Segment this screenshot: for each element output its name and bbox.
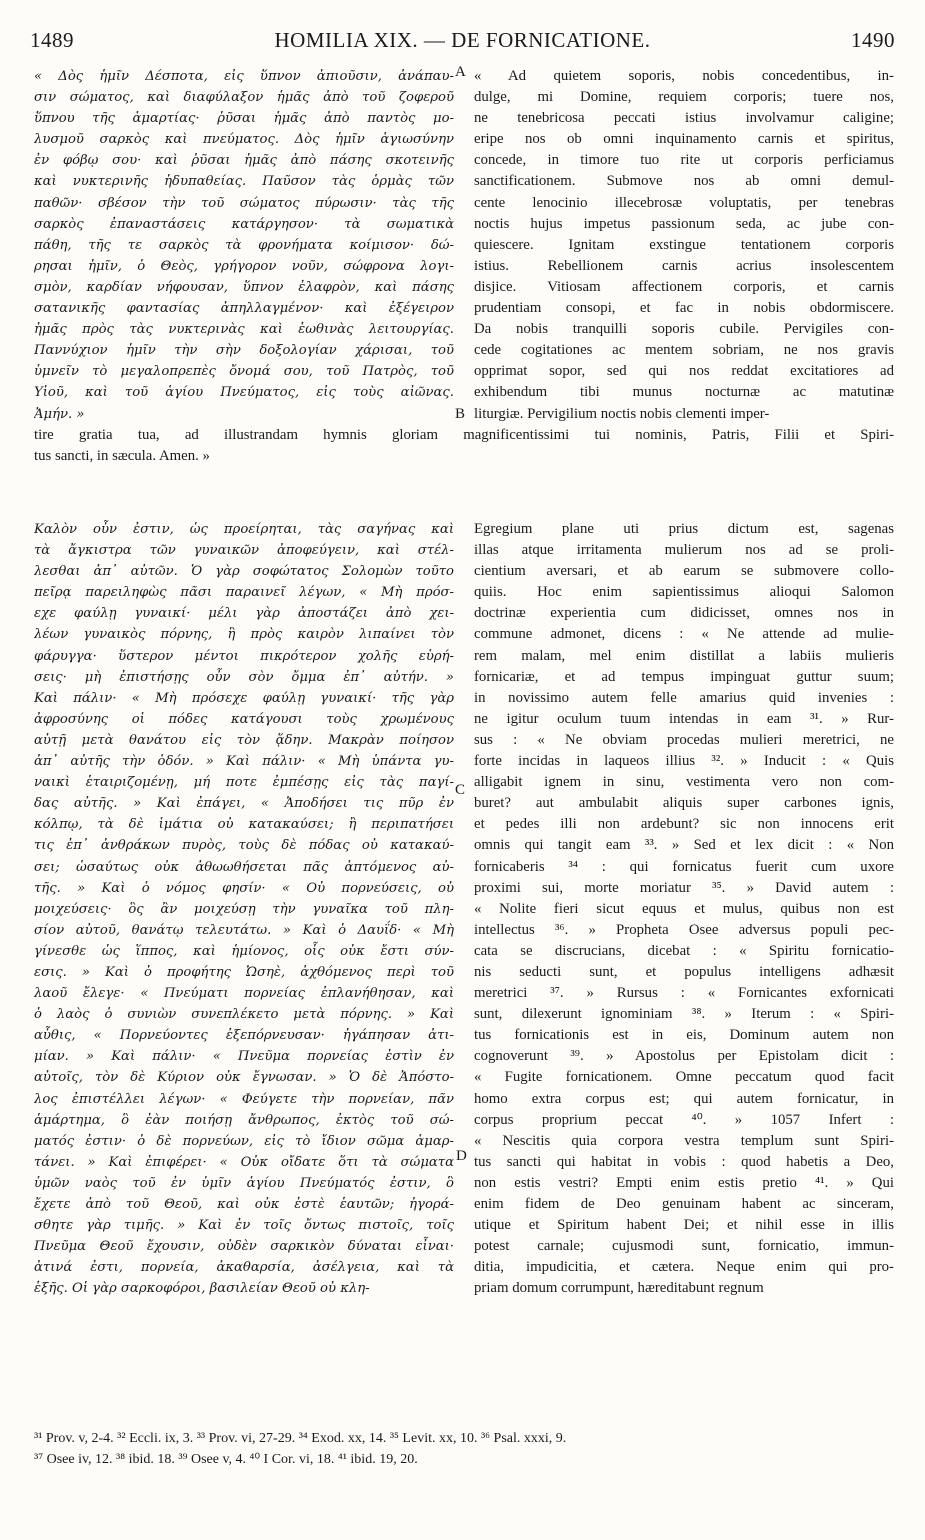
greek-line: ὁ λαὸς ὁ συνιὼν συνεπλέκετο μετὰ πόρνης. » Καὶ — [34, 1007, 454, 1023]
latin-line: priam domum corrumpunt, hæreditabunt regnum — [474, 1280, 764, 1297]
greek-line: ματός ἐστιν· ὁ δὲ πορνεύων, εἰς τὸ ἴδιον σῶμα ἁμαρ- — [34, 1133, 454, 1149]
latin-line: « Ad quietem soporis, nobis concedentibus, in- — [474, 68, 894, 84]
greek-line: λαοῦ ἔλεγε· « Πνεύματι πορνείας ἐπλανήθησαν, καὶ — [34, 986, 454, 1002]
section-marker-c: C — [455, 782, 466, 798]
greek-line: κόλπῳ, τὰ δὲ ἱμάτια οὐ κατακαύσει; ἢ περιπατήσει — [34, 817, 454, 833]
greek-line: αὐτοῖς, τὸν δὲ Κύριον οὐκ ἔγνωσαν. » Ὁ δὲ Ἀπόστο- — [34, 1070, 454, 1086]
latin-main-column — [474, 519, 894, 1299]
greek-line: Καλὸν οὖν ἐστιν, ὡς προείρηται, τὰς σαγήνας καὶ — [34, 522, 454, 537]
footnotes — [34, 1428, 895, 1470]
latin-line: tus sancti qui habitat in vobis : quod habetis a Deo, — [474, 1153, 894, 1170]
latin-line: ne igitur oculum tuum intendas in eam ³¹. » Rur- — [474, 710, 894, 727]
latin-line: concede, in timore tuo rite ut corporis perficiamus — [474, 152, 894, 169]
greek-line: ἀφροσύνης οἱ πόδες κατάγουσι τοὺς χρωμένους — [34, 711, 454, 727]
greek-line: σει; ὡσαύτως οὐκ ἀθωωθήσεται πᾶς ἁπτόμενος αὐ- — [34, 859, 454, 875]
greek-line: « Δὸς ἡμῖν Δέσποτα, εἰς ὕπνον ἀπιοῦσιν, ἀνάπαυ- — [34, 69, 454, 84]
greek-line: ὑμῶν ναὸς τοῦ ἐν ὑμῖν ἁγίου Πνεύματός ἐστιν, ὃ — [34, 1175, 454, 1191]
greek-line: λέων γυναικὸς πόρνης, ἣ πρὸς καιρὸν λιπαίνει τὸν — [34, 627, 454, 643]
latin-line: homo extra corpus est; qui autem fornicatur, in — [474, 1090, 894, 1107]
latin-line: cognoverunt ³⁹. » Apostolus per Epistolam dicit : — [474, 1048, 894, 1065]
latin-line: cede cogitationes ac mentem sobriam, ne nos gravis — [474, 342, 894, 359]
greek-line: αὖθις, « Πορνεύοντες ἐξεπόρνευσαν· ἠγάπησαν ἀτι- — [34, 1028, 454, 1044]
footnote-line: ³¹ Prov. v, 2-4. ³² Eccli. ix, 3. ³³ Prov. vi, 27-29. ³⁴ Exod. xx, 14. ³⁵ Levit. xx, 10. ³⁶ Psal. xxxi, 9. — [34, 1431, 567, 1446]
greek-line: Υἱοῦ, καὶ τοῦ ἁγίου Πνεύματος, εἰς τοὺς αἰῶνας. — [34, 385, 454, 401]
latin-line: opprimat sopor, sed qui nos reddat excitatiores ad — [474, 363, 894, 380]
latin-line: cientium aversari, et ab earum se submovere collo- — [474, 563, 894, 580]
latin-line: Egregium plane uti prius dictum est, sagenas — [474, 521, 894, 537]
latin-line: eripe nos ob omni inquinamento carnis et spiritus, — [474, 131, 894, 148]
latin-line: dulge, mi Domine, requiem corporis; tuere nos, — [474, 89, 894, 106]
latin-line: enim fidem de Deo genuinam habent ac sinceram, — [474, 1196, 894, 1212]
latin-line: sunt, dilexerunt ignominiam ³⁸. » Iterum : « Spiri- — [474, 1006, 894, 1023]
latin-line: tire gratia tua, ad illustrandam hymnis gloriam magnificentissimi tui nominis, Patris, Filii et Spiri- — [34, 427, 894, 443]
latin-line: in novissimo autem felle amarius quid invenies : — [474, 689, 894, 706]
latin-line: istius. Rebellionem carnis acrius insolescentem — [474, 257, 894, 274]
greek-line: σατανικῆς φαντασίας ἀπηλλαγμένον· καὶ ἐξέγειρον — [34, 301, 454, 317]
greek-line: Ἀμήν. » — [34, 406, 85, 422]
greek-line: ἔχετε ἀπὸ τοῦ Θεοῦ, καὶ οὐκ ἐστὲ ἑαυτῶν; ἠγορά- — [34, 1197, 454, 1212]
latin-line: doctrinæ experientia cum didicisset, omnes nos in — [474, 605, 894, 622]
latin-line: liturgiæ. Pervigilium noctis nobis clementi imper- — [474, 405, 770, 422]
latin-line: nis seducti sunt, et populus intelligens adhæsit — [474, 963, 894, 980]
latin-line: noctis hujus impetus passionum seda, ac jube con- — [474, 215, 894, 232]
latin-line: tus sancti, in sæcula. Amen. » — [34, 448, 210, 465]
latin-line: ne tenebricosa peccati istius involvamur caligine; — [474, 110, 894, 127]
greek-line: λεσθαι ἀπ᾽ αὐτῶν. Ὁ γὰρ σοφώτατος Σολομὼν τοῦτο — [34, 564, 454, 580]
latin-line: cata se discrucians, dicebat : « Spiritu fornicatio- — [474, 942, 894, 959]
greek-line: γίνεσθε ὡς ἵππος, καὶ ἡμίονος, οἷς οὐκ ἔστι σύν- — [34, 943, 454, 959]
greek-line: εχε φαύλῃ γυναικί· μέλι γὰρ ἀποστάζει ἀπὸ χει- — [34, 606, 454, 622]
greek-line: ἀπ᾽ αὐτῆς τὴν ὁδόν. » Καὶ πάλιν· « Μὴ ὑπάντα γυ- — [34, 754, 454, 770]
latin-line: cente lenocinio illecebrosæ voluptatis, per tenebras — [474, 194, 894, 211]
spanning-latin-lines — [34, 425, 894, 467]
section-marker-d: D — [456, 1148, 467, 1164]
greek-line: πάθη, τῆς τε σαρκὸς τὰ φρονήματα κοίμισον· δώ- — [34, 237, 454, 253]
latin-line: omnis qui tangit eam ³³. » Sed et lex dicit : « Non — [474, 837, 894, 854]
latin-line: intellectus ³⁶. » Propheta Osee adversus populi pec- — [474, 921, 894, 938]
greek-line: σμὸν, καρδίαν νήφουσαν, ὕπνον ἐλαφρὸν, καὶ πάσης — [34, 279, 454, 295]
latin-line: Da nobis tranquilli soporis cubile. Pervigiles con- — [474, 321, 894, 338]
latin-line: rem malam, mel enim distillat a labiis mulieris — [474, 647, 894, 664]
greek-line: τῆς. » Καὶ ὁ νόμος φησίν· « Οὐ πορνεύσεις, οὐ — [34, 880, 454, 896]
latin-line: tus fornicationis est in eis, Dominum autem non — [474, 1027, 894, 1044]
latin-line: fornicariæ, et ad tempus impinguat guttur suum; — [474, 668, 894, 685]
greek-line: σεις· μὴ ἐπιστήσῃς οὖν σὸν ὄμμα ἐπ᾽ αὐτήν. » — [34, 669, 454, 685]
latin-line: illas atque irritamenta mulierum nos ad se proli- — [474, 542, 894, 559]
latin-line: sus : « Ne obviam procedas mulieri meretrici, ne — [474, 731, 894, 748]
latin-line: « Nolite fieri sicut equus et mulus, quibus non est — [474, 900, 894, 917]
latin-line: quiescere. Ignitam exstingue tentationem corporis — [474, 236, 894, 253]
latin-line: « Nescitis quia corpora vestra templum sunt Spiri- — [474, 1132, 894, 1149]
page-header — [30, 28, 895, 56]
greek-line: λυσμοῦ σαρκὸς καὶ πνεύματος. Δὸς ἡμῖν ἁγιωσύνην — [34, 132, 454, 148]
greek-line: ἁμάρτημα, ὃ ἐὰν ποιήσῃ ἄνθρωπος, ἐκτὸς τοῦ σώ- — [34, 1112, 454, 1128]
greek-line: Καὶ πάλιν· « Μὴ πρόσεχε φαύλῃ γυναικί· τῆς γὰρ — [34, 690, 454, 706]
latin-line: disjice. Vitiosam affectionem corporis, et carnis — [474, 278, 894, 295]
greek-line: ναικὶ ἑταιριζομένῃ, μή ποτε ἐμπέσῃς εἰς τὰς παγί- — [34, 775, 454, 791]
latin-line: et pedes illi non ardebunt? sic non innocens erit — [474, 816, 894, 833]
greek-line: αὐτῇ μετὰ θανάτου εἰς τὸν ᾅδην. Μακρὰν ποίησον — [34, 732, 454, 748]
greek-line: σιν σώματος, καὶ διαφύλαξον ἡμᾶς ἀπὸ τοῦ ζοφεροῦ — [34, 90, 454, 106]
latin-line: ditia, impudicitia, et cætera. Neque enim qui pro- — [474, 1259, 894, 1276]
greek-line: τάνει. » Καὶ ἐπιφέρει· « Οὐκ οἴδατε ὅτι τὰ σώματα — [34, 1154, 454, 1170]
greek-line: Παννύχιον ἡμῖν τὴν σὴν δοξολογίαν χάρισαι, τοῦ — [34, 343, 454, 359]
latin-line: proximi sui, morte moriatur ³⁵. » David autem : — [474, 879, 894, 896]
greek-line: ἐν φόβῳ σου· καὶ ῥῦσαι ἡμᾶς ἀπὸ πάσης σκοτεινῆς — [34, 153, 454, 169]
greek-line: τις ἐπ᾽ ἀνθράκων πυρὸς, τοὺς δὲ πόδας οὐ κατακαύ- — [34, 838, 454, 854]
greek-prayer-column — [34, 66, 454, 425]
latin-line: utique et Spiritum habent Dei; et nihil esse in illis — [474, 1217, 894, 1234]
greek-line: ἡμᾶς πρὸς τὰς νυκτερινὰς καὶ ἑωθινὰς λειτουργίας. — [34, 322, 454, 338]
greek-line: δας αὐτῆς. » Καὶ ἐπάγει, « Ἀποδήσει τις πῦρ ἐν — [34, 796, 454, 812]
latin-line: alligabit ignem in sinu, vestimenta vero non com- — [474, 774, 894, 791]
greek-line: ρησαι ἡμῖν, ὁ Θεὸς, γρήγορον νοῦν, σώφρονα λογι- — [34, 258, 454, 274]
latin-line: buret? aut ambulabit aliquis super carbones ignis, — [474, 795, 894, 812]
latin-line: forte incidas in laqueos illius ³². » Inducit : « Quis — [474, 753, 894, 770]
greek-main-column — [34, 519, 454, 1299]
latin-line: corpus proprium peccat ⁴⁰. » 1057 Infert : — [474, 1111, 894, 1128]
greek-line: τὰ ἄγκιστρα τῶν γυναικῶν ἀποφεύγειν, καὶ στέλ- — [34, 543, 454, 559]
page-number-right: 1490 — [851, 28, 895, 52]
greek-line: παθῶν· σβέσον τὴν τοῦ σώματος πύρωσιν· τὰς τῆς — [34, 195, 454, 211]
greek-line: λος ἐπιστέλλει λέγων· « Φεύγετε τὴν πορνείαν, πᾶν — [34, 1091, 454, 1107]
latin-prayer-column — [474, 66, 894, 425]
greek-line: σαρκὸς ἐπαναστάσεις κατάργησον· τὰ σωματικὰ — [34, 216, 454, 232]
page-number-left: 1489 — [30, 28, 74, 52]
section-marker-b: B — [455, 406, 466, 422]
greek-line: εσις. » Καὶ ὁ προφήτης Ὠσηὲ, ἀχθόμενος περὶ τοῦ — [34, 964, 454, 980]
greek-line: Πνεῦμα Θεοῦ ἔχουσιν, οὐδὲν σαρκικὸν δύναται εἶναι· — [34, 1239, 454, 1255]
running-title: HOMILIA XIX. — DE FORNICATIONE. — [274, 28, 651, 52]
greek-line: ὕπνου τῆς ἁμαρτίας· ῥῦσαι ἡμᾶς ἀπὸ παντὸς μο- — [34, 111, 454, 127]
latin-line: sanctificationem. Submove nos ab omni demul- — [474, 173, 894, 190]
greek-line: ὑμνεῖν τὸ μεγαλοπρεπὲς ὄνομά σου, τοῦ Πατρὸς, τοῦ — [34, 364, 454, 380]
greek-line: σθητε γὰρ τιμῆς. » Καὶ ἐν τοῖς ὄντως πιστοῖς, τοῖς — [34, 1218, 454, 1234]
latin-line: non estis vestri? Empti enim estis pretio ⁴¹. » Qui — [474, 1174, 894, 1191]
greek-line: ἑξῆς. Οἱ γὰρ σαρκοφόροι, βασιλείαν Θεοῦ οὐ κλη- — [34, 1281, 370, 1297]
latin-line: prudentiam consopi, et fac in nobis obdormiscere. — [474, 300, 894, 317]
latin-line: fornicaberis ³⁴ : qui fornicatus fuerit cum uxore — [474, 858, 894, 875]
latin-line: quiis. Hoc enim sapientissimus alioqui Salomon — [474, 584, 894, 601]
greek-line: μοιχεύσεις· ὃς ἂν μοιχεύσῃ τὴν γυναῖκα τοῦ πλη- — [34, 901, 454, 917]
latin-line: potest carnale; cujusmodi sunt, fornicatio, immun- — [474, 1238, 894, 1255]
section-marker-a: A — [455, 64, 466, 80]
latin-line: meretrici ³⁷. » Rursus : « Fornicantes exfornicati — [474, 985, 894, 1002]
greek-line: σίον αὐτοῦ, θανάτῳ τελευτάτω. » Καὶ ὁ Δαυΐδ· « Μὴ — [34, 922, 454, 938]
latin-line: commune admonet, dicens : « Ne attende ad mulie- — [474, 626, 894, 643]
latin-line: exhibendum tibi munus nocturnæ ac matutinæ — [474, 384, 894, 401]
greek-line: ἀτινά ἐστι, πορνεία, ἀκαθαρσία, ἀσέλγεια, καὶ τὰ — [34, 1260, 454, 1276]
greek-line: μίαν. » Καὶ πάλιν· « Πνεῦμα πορνείας ἐστὶν ἐν — [34, 1049, 454, 1065]
greek-line: φάρυγγα· ὕστερον μέντοι πικρότερον χολῆς εὑρή- — [34, 648, 454, 664]
footnote-line: ³⁷ Osee iv, 12. ³⁸ ibid. 18. ³⁹ Osee v, 4. ⁴⁰ I Cor. vi, 18. ⁴¹ ibid. 19, 20. — [34, 1452, 418, 1467]
greek-line: καὶ νυκτερινῆς ἡδυπαθείας. Παῦσον τὰς ὁρμὰς τῶν — [34, 174, 454, 190]
greek-line: πεῖρᾳ παρειληφὼς πᾶσι παραινεῖ λέγων, « Μὴ πρόσ- — [34, 585, 454, 601]
latin-line: « Fugite fornicationem. Omne peccatum quod facit — [474, 1069, 894, 1086]
